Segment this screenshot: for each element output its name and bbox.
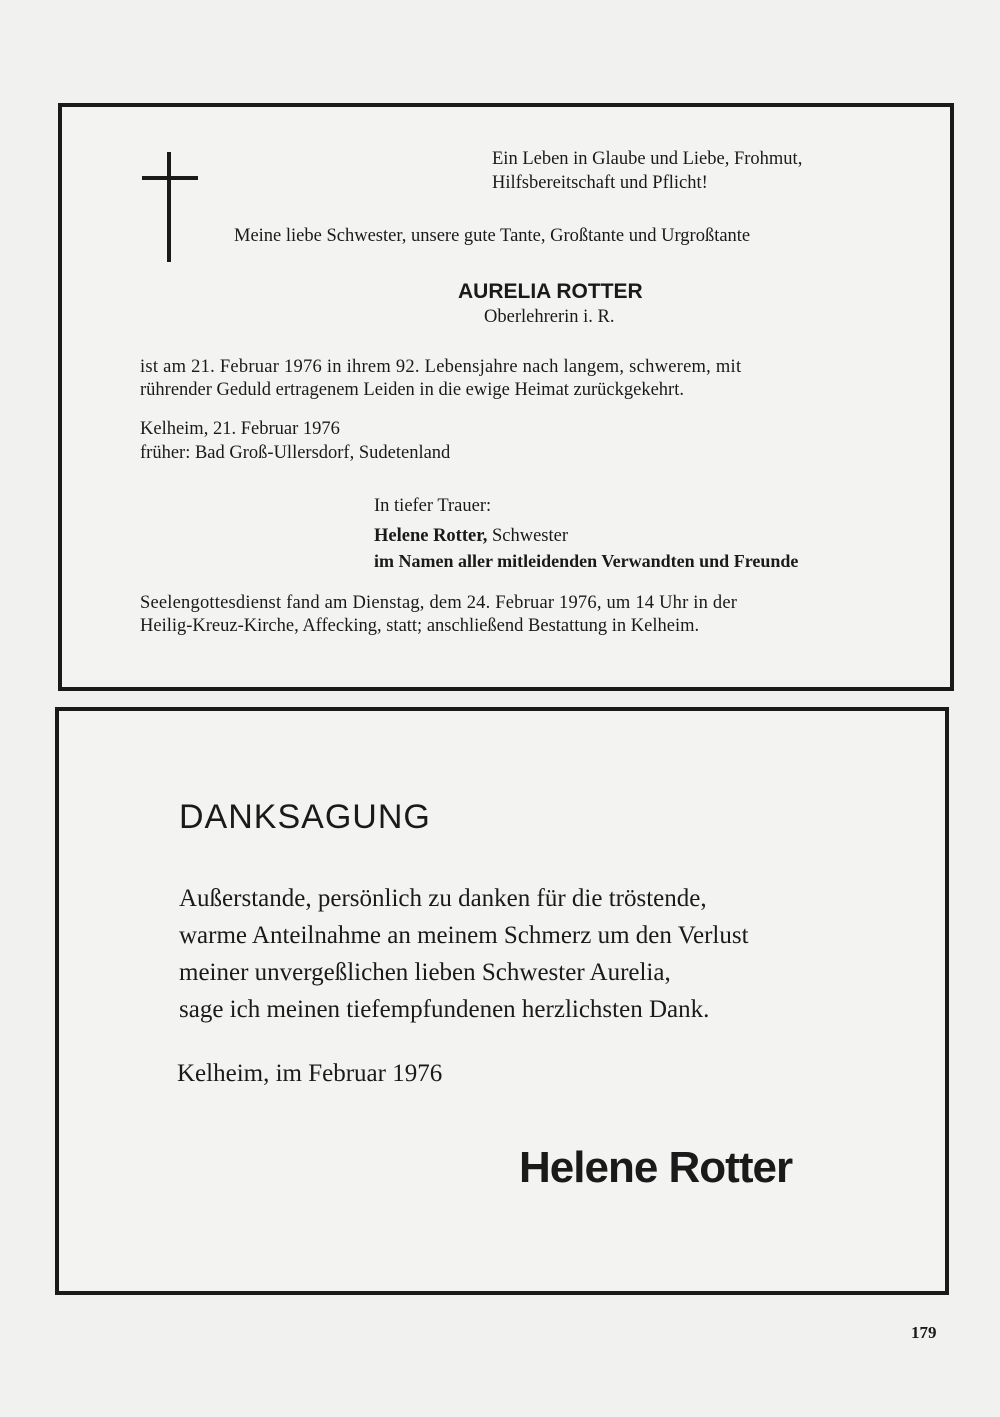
intro-text: Meine liebe Schwester, unsere gute Tante, Großtante und Urgroßtante xyxy=(234,226,751,246)
mourner-relation: Schwester xyxy=(491,526,569,546)
service-line-2: Heilig-Kreuz-Kirche, Affecking, statt; anschließend Bestattung in Kelheim. xyxy=(140,616,700,636)
thanks-heading: DANKSAGUNG xyxy=(179,798,431,836)
announcement-line-1: ist am 21. Februar 1976 in ihrem 92. Lebensjahre nach langem, schwerem, mit xyxy=(140,357,742,377)
mourner-name: Helene Rotter, xyxy=(374,526,488,546)
thanks-place-date: Kelheim, im Februar 1976 xyxy=(177,1060,443,1087)
announcement-line-2: rührender Geduld ertragenem Leiden in die ewige Heimat zurückgekehrt. xyxy=(140,380,684,400)
obituary-notice xyxy=(58,103,954,691)
deceased-name: AURELIA ROTTER xyxy=(458,280,643,303)
service-line-1: Seelengottesdienst fand am Dienstag, dem 24. Februar 1976, um 14 Uhr in der xyxy=(140,593,738,613)
former-residence: früher: Bad Groß-Ullersdorf, Sudetenland xyxy=(140,443,451,463)
deceased-title: Oberlehrerin i. R. xyxy=(484,307,615,327)
place-date: Kelheim, 21. Februar 1976 xyxy=(140,419,340,439)
motto-line-2: Hilfsbereitschaft und Pflicht! xyxy=(492,173,708,193)
thanks-body-line-4: sage ich meinen tiefempfundenen herzlichsten Dank. xyxy=(179,996,710,1023)
on-behalf-line: im Namen aller mitleidenden Verwandten und Freunde xyxy=(374,551,799,571)
thanks-body-line-3: meiner unvergeßlichen lieben Schwester Aurelia, xyxy=(179,959,671,986)
mourning-label: In tiefer Trauer: xyxy=(374,496,492,516)
motto-line-1: Ein Leben in Glaube und Liebe, Frohmut, xyxy=(492,149,803,169)
page-number: 179 xyxy=(911,1323,937,1342)
signature: Helene Rotter xyxy=(519,1143,793,1192)
thanks-body-line-1: Außerstande, persönlich zu danken für die tröstende, xyxy=(179,885,707,912)
cross-icon xyxy=(142,152,198,262)
mourner-line xyxy=(374,525,568,547)
thanks-body-line-2: warme Anteilnahme an meinem Schmerz um den Verlust xyxy=(179,922,749,949)
thanks-notice xyxy=(55,707,949,1295)
